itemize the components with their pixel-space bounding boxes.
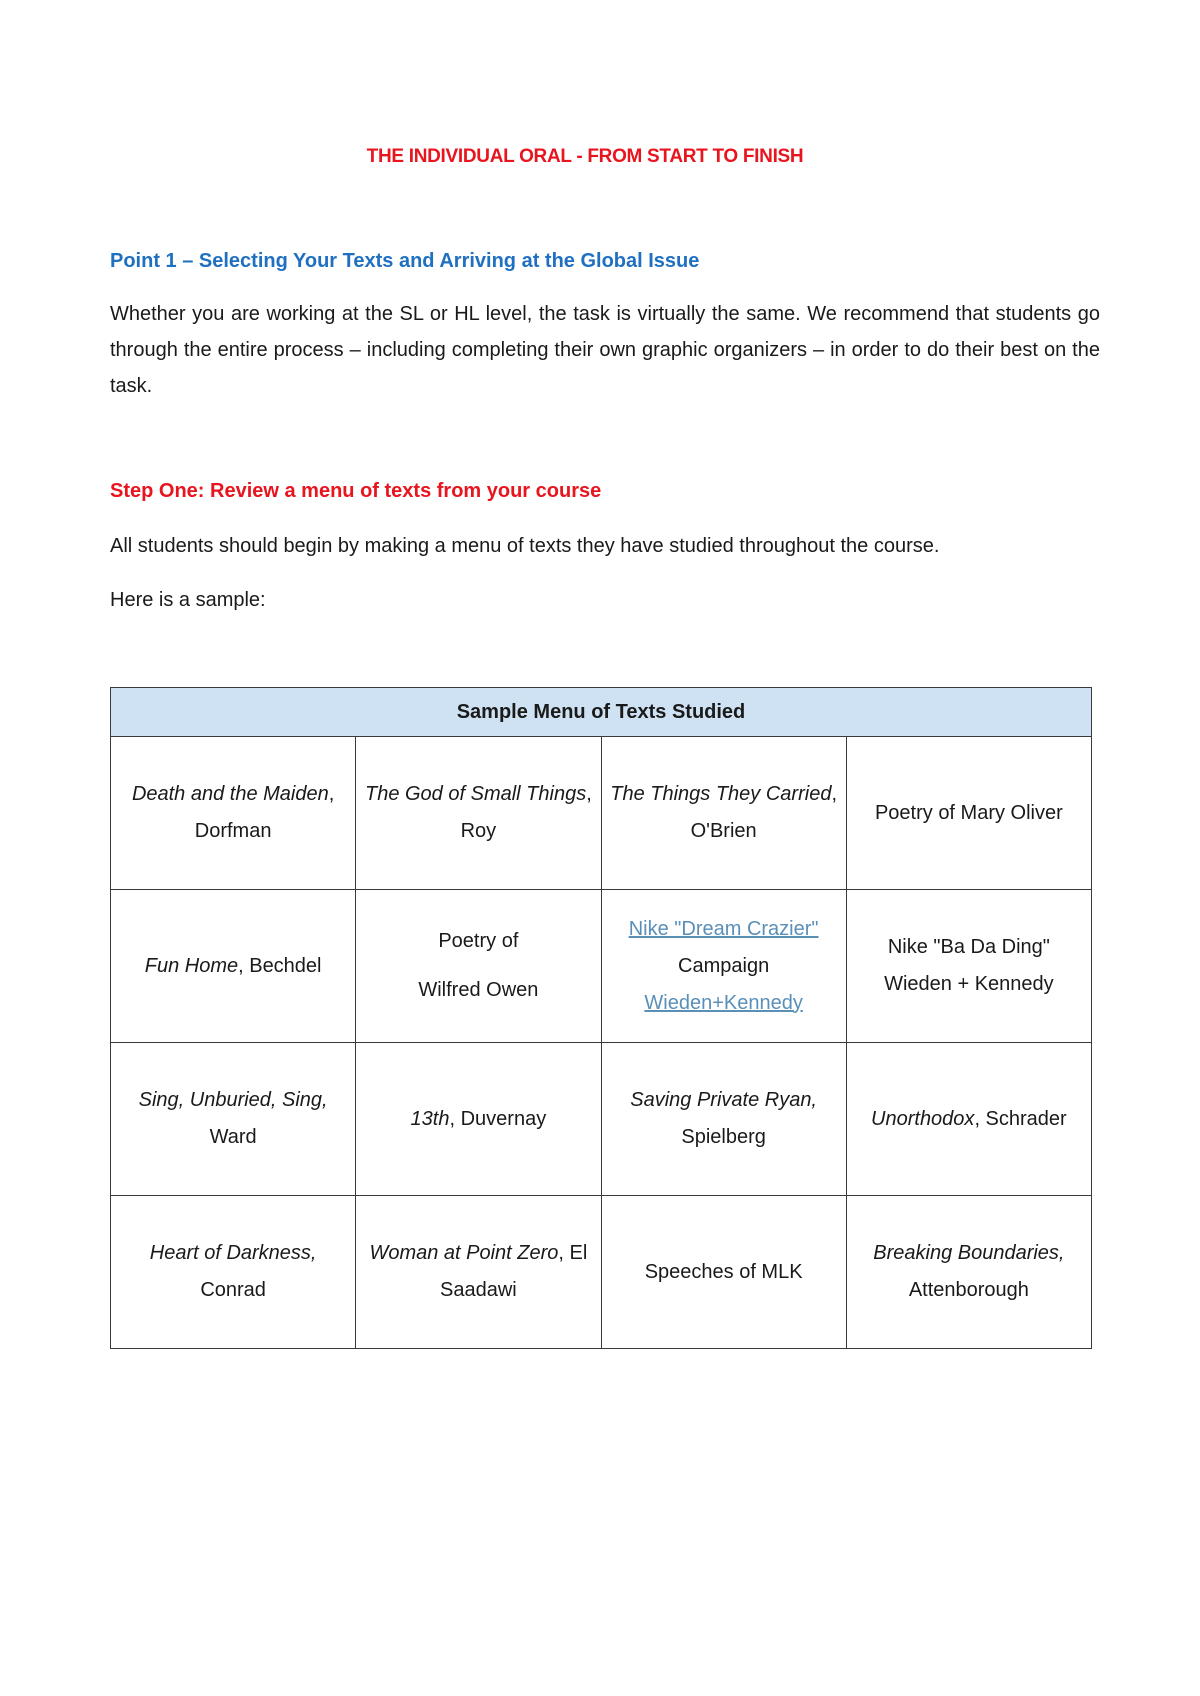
text-title: Saving Private Ryan,	[630, 1089, 817, 1111]
table-cell	[356, 890, 601, 1043]
text-line: Wilfred Owen	[418, 979, 539, 1001]
text-title: Sing, Unburied, Sing,	[138, 1089, 328, 1111]
text-author: , El Saadawi	[440, 1242, 588, 1301]
text-author: , O'Brien	[690, 783, 837, 842]
table-cell	[846, 890, 1091, 1043]
wieden-kennedy-link[interactable]: Wieden+Kennedy	[644, 991, 803, 1014]
table-cell	[111, 890, 356, 1043]
table-cell	[601, 737, 846, 890]
table-row	[111, 737, 1092, 890]
text-author: , Duvernay	[449, 1107, 547, 1130]
table-cell	[356, 1043, 601, 1196]
table-row	[111, 890, 1092, 1043]
text-author: , Dorfman	[194, 783, 335, 842]
table-cell	[601, 1196, 846, 1349]
text-title: The God of Small Things	[364, 783, 587, 805]
text-author: Ward	[209, 1126, 257, 1148]
text-title: Heart of Darkness,	[149, 1242, 317, 1264]
table-cell	[111, 737, 356, 890]
text-author: Attenborough	[908, 1279, 1029, 1301]
text-author: , Roy	[460, 783, 592, 842]
text-author: , Schrader	[974, 1107, 1067, 1130]
table-header: Sample Menu of Texts Studied	[111, 688, 1092, 737]
document-title: THE INDIVIDUAL ORAL - FROM START TO FINISH	[366, 146, 804, 167]
text-author: Conrad	[200, 1279, 266, 1301]
text-line: Wieden + Kennedy	[884, 973, 1054, 995]
table-cell	[846, 737, 1091, 890]
text-line: Poetry of	[438, 930, 519, 952]
text-author: Spielberg	[681, 1126, 766, 1148]
text-title: The Things They Carried	[610, 783, 832, 805]
step1-heading: Step One: Review a menu of texts from your course	[110, 480, 602, 502]
text-title: 13th	[410, 1107, 450, 1130]
text-title: Woman at Point Zero	[369, 1242, 559, 1264]
text-title: Fun Home	[144, 954, 239, 977]
text-title: Breaking Boundaries,	[873, 1242, 1065, 1264]
table-cell	[601, 1043, 846, 1196]
table-row	[111, 1043, 1092, 1196]
text-line: Campaign	[678, 954, 770, 977]
step1-paragraph: All students should begin by making a menu of texts they have studied throughout the course.	[110, 535, 940, 557]
texts-menu-table	[110, 687, 1092, 1349]
table-cell	[356, 1196, 601, 1349]
table-row	[111, 1196, 1092, 1349]
text-entry: Poetry of Mary Oliver	[874, 801, 1063, 824]
table-cell	[846, 1043, 1091, 1196]
text-title: Death and the Maiden	[131, 783, 329, 805]
text-entry: Speeches of MLK	[644, 1260, 803, 1283]
point1-heading: Point 1 – Selecting Your Texts and Arriving at the Global Issue	[110, 250, 700, 272]
text-author: , Bechdel	[238, 954, 322, 977]
table-header-row	[111, 688, 1092, 737]
dream-crazier-link[interactable]: Nike "Dream Crazier"	[628, 917, 819, 940]
text-title: Unorthodox	[871, 1107, 975, 1130]
table-cell	[111, 1043, 356, 1196]
table-cell	[111, 1196, 356, 1349]
table-cell	[846, 1196, 1091, 1349]
text-line: Nike "Ba Da Ding"	[887, 936, 1050, 958]
table-cell	[601, 890, 846, 1043]
point1-paragraph: Whether you are working at the SL or HL level, the task is virtually the same. We recommend that students go through the entire process – including completing their own graphic organizers – in order to do their best on the task.	[110, 303, 1100, 397]
sample-intro: Here is a sample:	[110, 589, 266, 611]
table-cell	[356, 737, 601, 890]
